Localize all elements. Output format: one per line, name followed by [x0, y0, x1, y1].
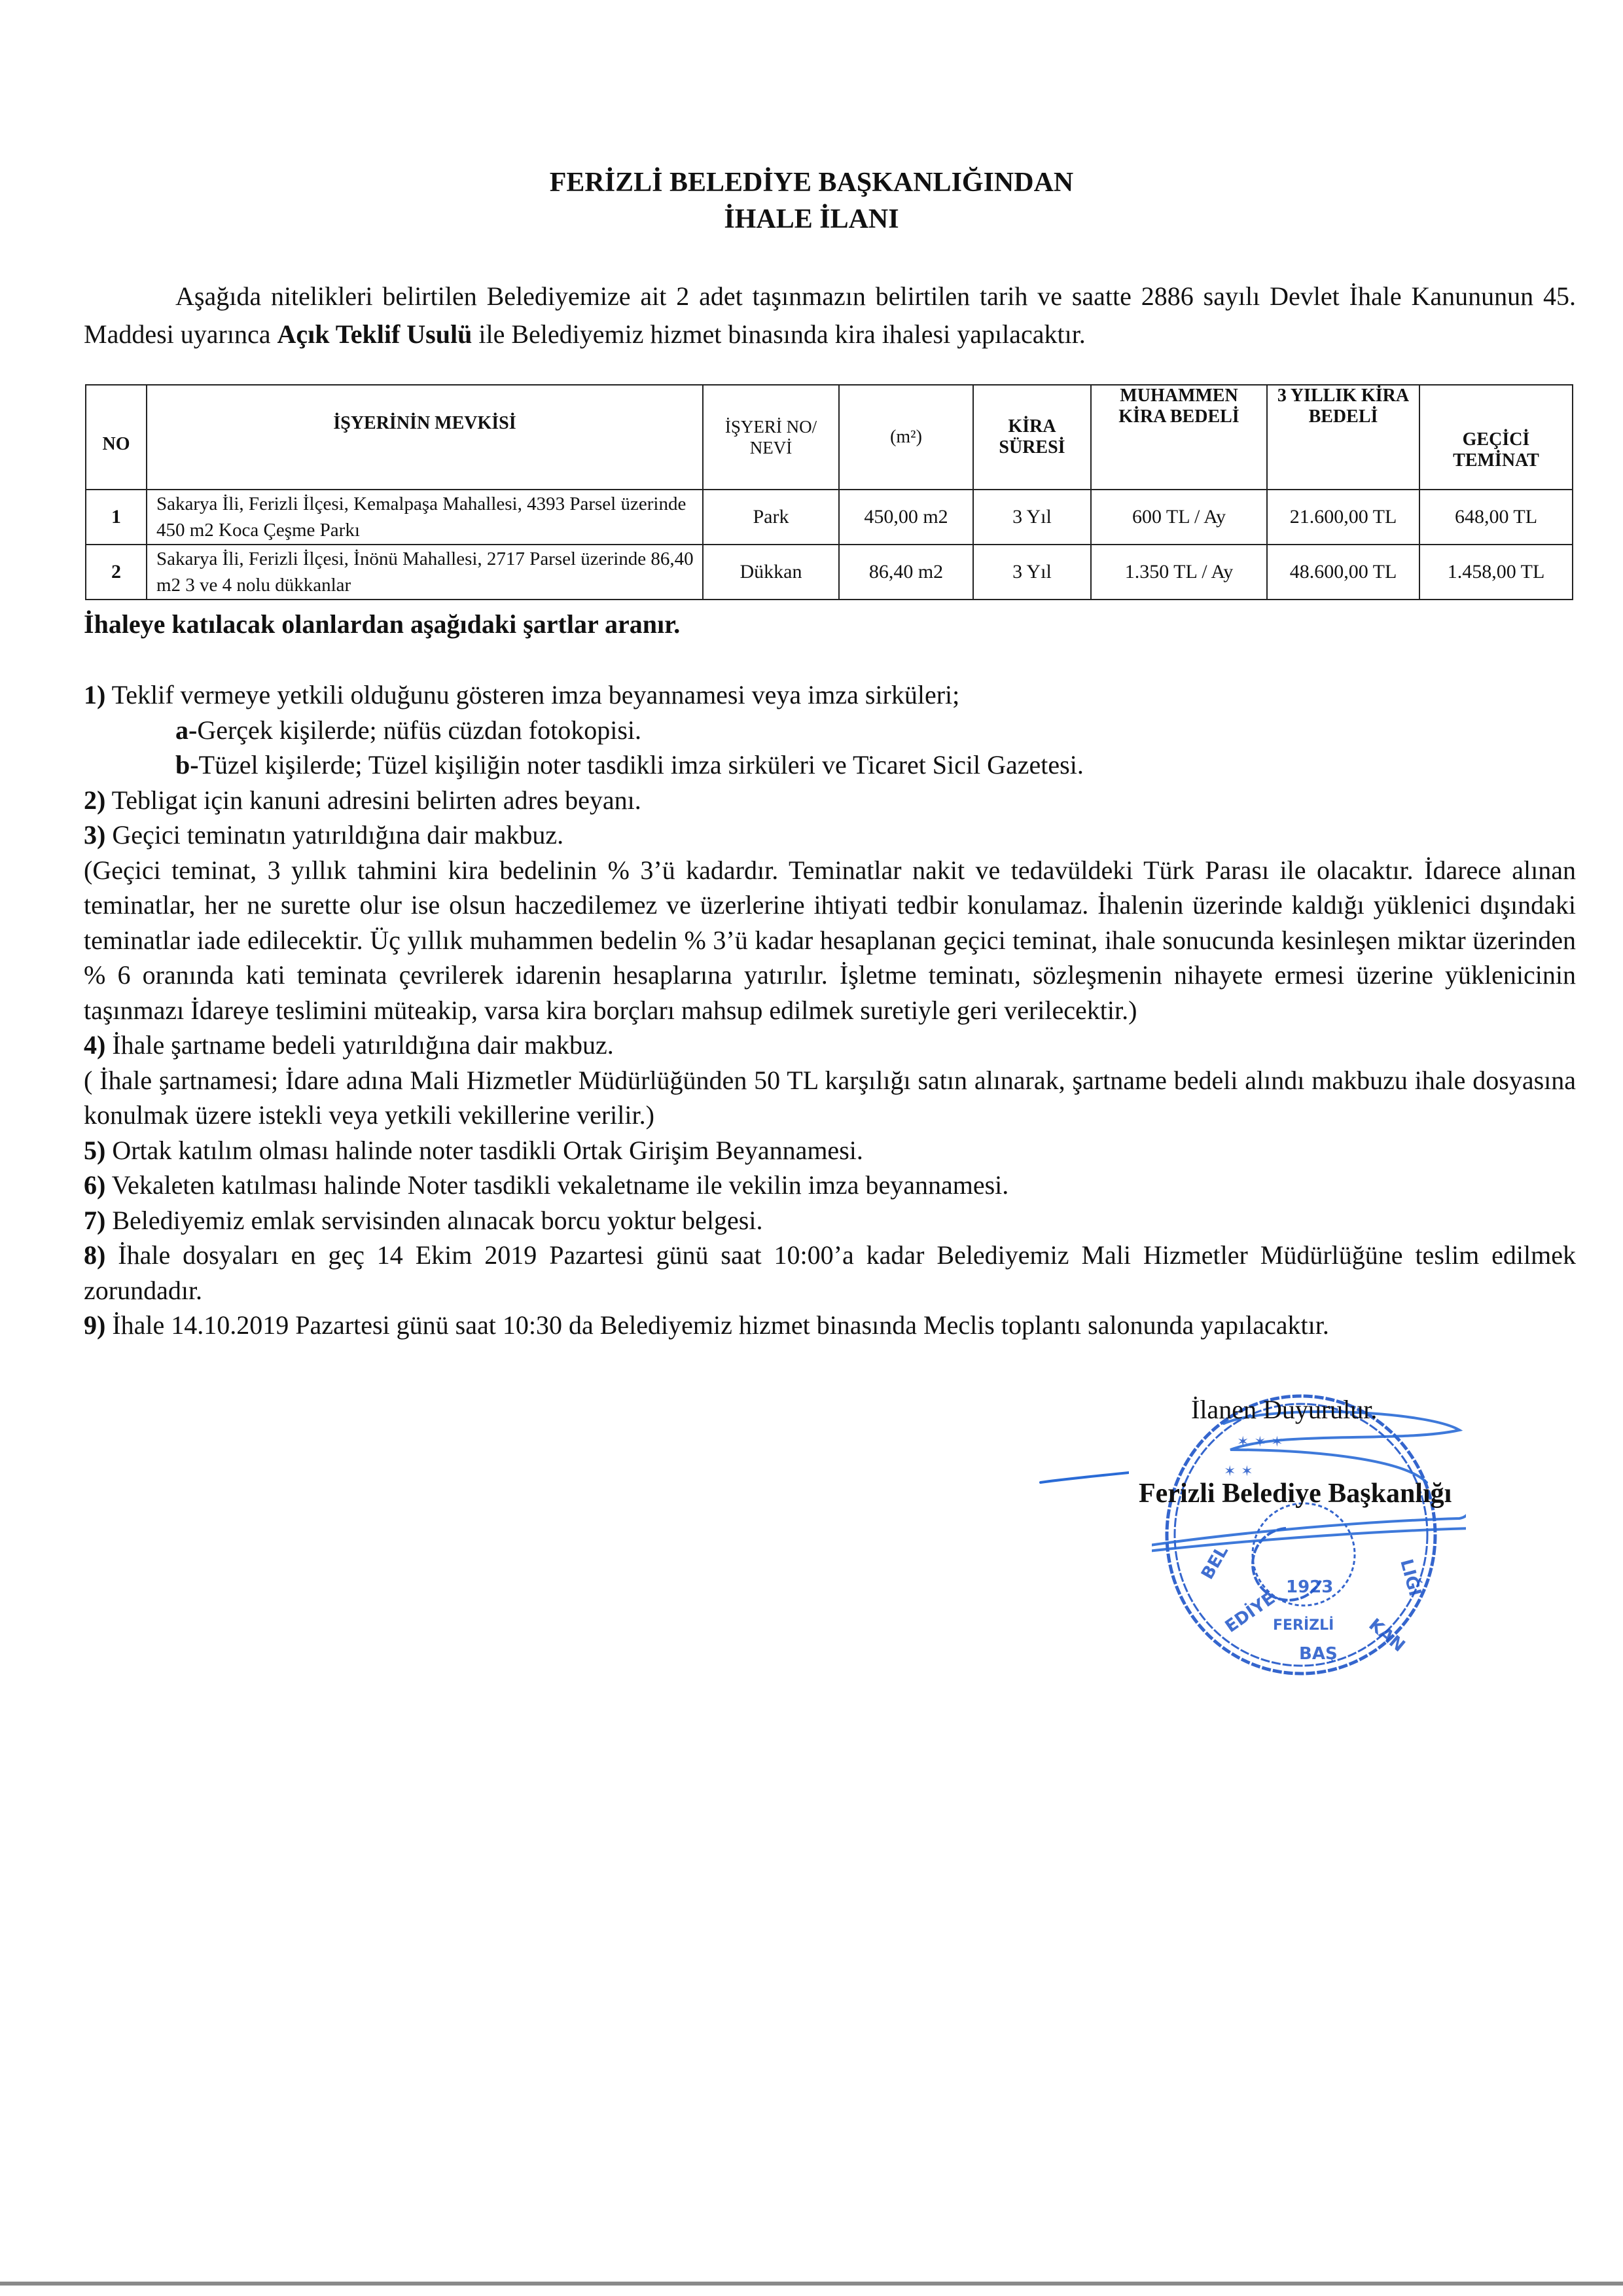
condition-item	[84, 1308, 1576, 1343]
cell-muhammen: 1.350 TL / Ay	[1091, 545, 1267, 600]
item-text: Gerçek kişilerde; nüfüs cüzdan fotokopisi.	[197, 715, 642, 745]
col-sure: KİRA SÜRESİ	[973, 385, 1091, 490]
svg-text:LIĞI: LIĞI	[1396, 1557, 1425, 1599]
svg-text:✶ ✶: ✶ ✶	[1224, 1463, 1253, 1480]
signature-stroke-icon	[1037, 1460, 1129, 1492]
col-m2: (m²)	[839, 385, 973, 490]
col-mevki: İŞYERİNİN MEVKİSİ	[147, 385, 703, 490]
condition-item	[84, 1133, 1576, 1168]
page-bottom-edge	[0, 2282, 1623, 2286]
condition-item	[84, 1028, 1576, 1063]
cell-teminat: 1.458,00 TL	[1419, 545, 1573, 600]
item-text: İhale 14.10.2019 Pazartesi günü saat 10:30 da Belediyemiz hizmet binasında Meclis toplantı salonunda yapılacaktır.	[105, 1310, 1329, 1340]
cell-mevki: Sakarya İli, Ferizli İlçesi, İnönü Mahallesi, 2717 Parsel üzerinde 86,40 m2 3 ve 4 nolu dükkanlar	[147, 545, 703, 600]
svg-text:FERİZLİ: FERİZLİ	[1273, 1617, 1334, 1634]
item-number: 9)	[84, 1310, 106, 1340]
condition-item	[84, 1238, 1576, 1308]
cell-mevki: Sakarya İli, Ferizli İlçesi, Kemalpaşa Mahallesi, 4393 Parsel üzerinde 450 m2 Koca Çeşme Parkı	[147, 490, 703, 545]
table-header-row	[86, 385, 1573, 490]
svg-text:BEL: BEL	[1198, 1542, 1233, 1583]
document-title: FERİZLİ BELEDİYE BAŞKANLIĞINDAN	[549, 168, 1074, 198]
property-table	[85, 384, 1573, 600]
cell-sure: 3 Yıl	[973, 545, 1091, 600]
cell-nevi: Park	[703, 490, 839, 545]
condition-note	[84, 853, 1576, 1028]
condition-item	[84, 783, 1576, 818]
conditions-list	[84, 677, 1576, 1343]
table-row	[86, 490, 1573, 545]
cell-teminat: 648,00 TL	[1419, 490, 1573, 545]
cell-m2: 86,40 m2	[839, 545, 973, 600]
intro-paragraph	[84, 278, 1576, 353]
svg-text:1923: 1923	[1286, 1577, 1334, 1597]
intro-bold-method: Açık Teklif Usulü	[277, 319, 473, 349]
item-text: İhale şartname bedeli yatırıldığına dair makbuz.	[105, 1030, 614, 1060]
item-text: Vekaleten katılması halinde Noter tasdikli vekaletname ile vekilin imza beyannamesi.	[105, 1170, 1009, 1200]
item-text: Ortak katılım olması halinde noter tasdikli Ortak Girişim Beyannamesi.	[105, 1135, 863, 1165]
item-number: 2)	[84, 785, 106, 815]
condition-item	[84, 1168, 1576, 1203]
condition-subitem	[84, 747, 1576, 783]
official-stamp-icon	[1152, 1384, 1466, 1679]
document-subtitle: İHALE İLANI	[724, 204, 899, 234]
condition-note	[84, 1063, 1576, 1133]
item-number: 1)	[84, 680, 106, 709]
item-number: 3)	[84, 820, 106, 850]
cell-no: 1	[86, 490, 147, 545]
intro-text-end: ile Belediyemiz hizmet binasında kira ihalesi yapılacaktır.	[472, 319, 1086, 349]
col-no: NO	[86, 385, 147, 490]
item-text: İhale dosyaları en geç 14 Ekim 2019 Pazartesi günü saat 10:00’a kadar Belediyemiz Mali Hizmetler Müdürlüğüne teslim edilmek zorundadır.	[84, 1240, 1576, 1305]
condition-item	[84, 677, 1576, 713]
item-text: ( İhale şartnamesi; İdare adına Mali Hizmetler Müdürlüğünden 50 TL karşılığı satın alınarak, şartname bedeli alındı makbuzu ihale dosyasına konulmak üzere istekli veya yetkili vekillerine verilir.)	[84, 1065, 1576, 1130]
item-text: Geçici teminatın yatırıldığına dair makbuz.	[105, 820, 564, 850]
item-letter: b-	[175, 750, 199, 780]
cell-m2: 450,00 m2	[839, 490, 973, 545]
announcement-closing: İlanen Duyurulur.	[1191, 1395, 1378, 1424]
col-yillik: 3 YILLIK KİRA BEDELİ	[1267, 385, 1419, 490]
item-number: 7)	[84, 1205, 106, 1235]
item-number: 4)	[84, 1030, 106, 1060]
item-text: (Geçici teminat, 3 yıllık tahmini kira bedelinin % 3’ü kadardır. Teminatlar nakit ve tedavüldeki Türk Parası ile olacaktır. İdarece alınan teminatlar, her ne surette olur ise olsun haczedilemez ve üzerlerine ihtiyati tedbir konulamaz. İhalenin üzerinde kaldığı yüklenici dışındaki teminatlar iade edilecektir. Üç yıllık muhammen bedelin % 3’ü kadar hesaplanan geçici teminat, ihale sonucunda kesinleşen miktar üzerinden % 6 oranında kati teminata çevrilerek idarenin hesaplarına yatırılır. İşletme teminatı, sözleşmenin nihayete ermesi üzerine yüklenicinin taşınmazı İdareye teslimini müteakip, varsa kira borçları mahsup edilmek suretiyle geri verilecektir.)	[84, 855, 1576, 1025]
cell-nevi: Dükkan	[703, 545, 839, 600]
item-number: 5)	[84, 1135, 106, 1165]
svg-text:KAN: KAN	[1364, 1615, 1409, 1657]
conditions-heading: İhaleye katılacak olanlardan aşağıdaki şartlar aranır.	[84, 609, 681, 639]
cell-muhammen: 600 TL / Ay	[1091, 490, 1267, 545]
cell-sure: 3 Yıl	[973, 490, 1091, 545]
item-number: 6)	[84, 1170, 106, 1200]
condition-item	[84, 817, 1576, 853]
svg-text:✶ ✶ ✶: ✶ ✶ ✶	[1237, 1434, 1283, 1450]
item-text: Belediyemiz emlak servisinden alınacak borcu yoktur belgesi.	[105, 1205, 763, 1235]
signatory-name: Ferizli Belediye Başkanlığı	[1139, 1479, 1452, 1509]
col-teminat: GEÇİCİ TEMİNAT	[1419, 385, 1573, 490]
item-letter: a-	[175, 715, 198, 745]
item-text: Tüzel kişilerde; Tüzel kişiliğin noter tasdikli imza sirküleri ve Ticaret Sicil Gazetesi.	[198, 750, 1084, 780]
svg-text:BAŞ: BAŞ	[1299, 1644, 1338, 1664]
col-muhammen: MUHAMMEN KİRA BEDELİ	[1091, 385, 1267, 490]
item-text: Tebligat için kanuni adresini belirten adres beyanı.	[105, 785, 641, 815]
svg-text:EDİYE: EDİYE	[1221, 1588, 1279, 1637]
table-row	[86, 545, 1573, 600]
col-nevi: İŞYERİ NO/ NEVİ	[703, 385, 839, 490]
condition-item	[84, 1203, 1576, 1238]
condition-subitem	[84, 713, 1576, 748]
item-text: Teklif vermeye yetkili olduğunu gösteren imza beyannamesi veya imza sirküleri;	[105, 680, 960, 709]
item-number: 8)	[84, 1240, 106, 1270]
cell-yillik: 21.600,00 TL	[1267, 490, 1419, 545]
cell-yillik: 48.600,00 TL	[1267, 545, 1419, 600]
intro-text: Aşağıda nitelikleri belirtilen Belediyemize ait 2 adet taşınmazın belirtilen tarih ve saatte 2886 sayılı Devlet İhale Kanununun 45. Maddesi uyarınca	[84, 281, 1576, 349]
cell-no: 2	[86, 545, 147, 600]
